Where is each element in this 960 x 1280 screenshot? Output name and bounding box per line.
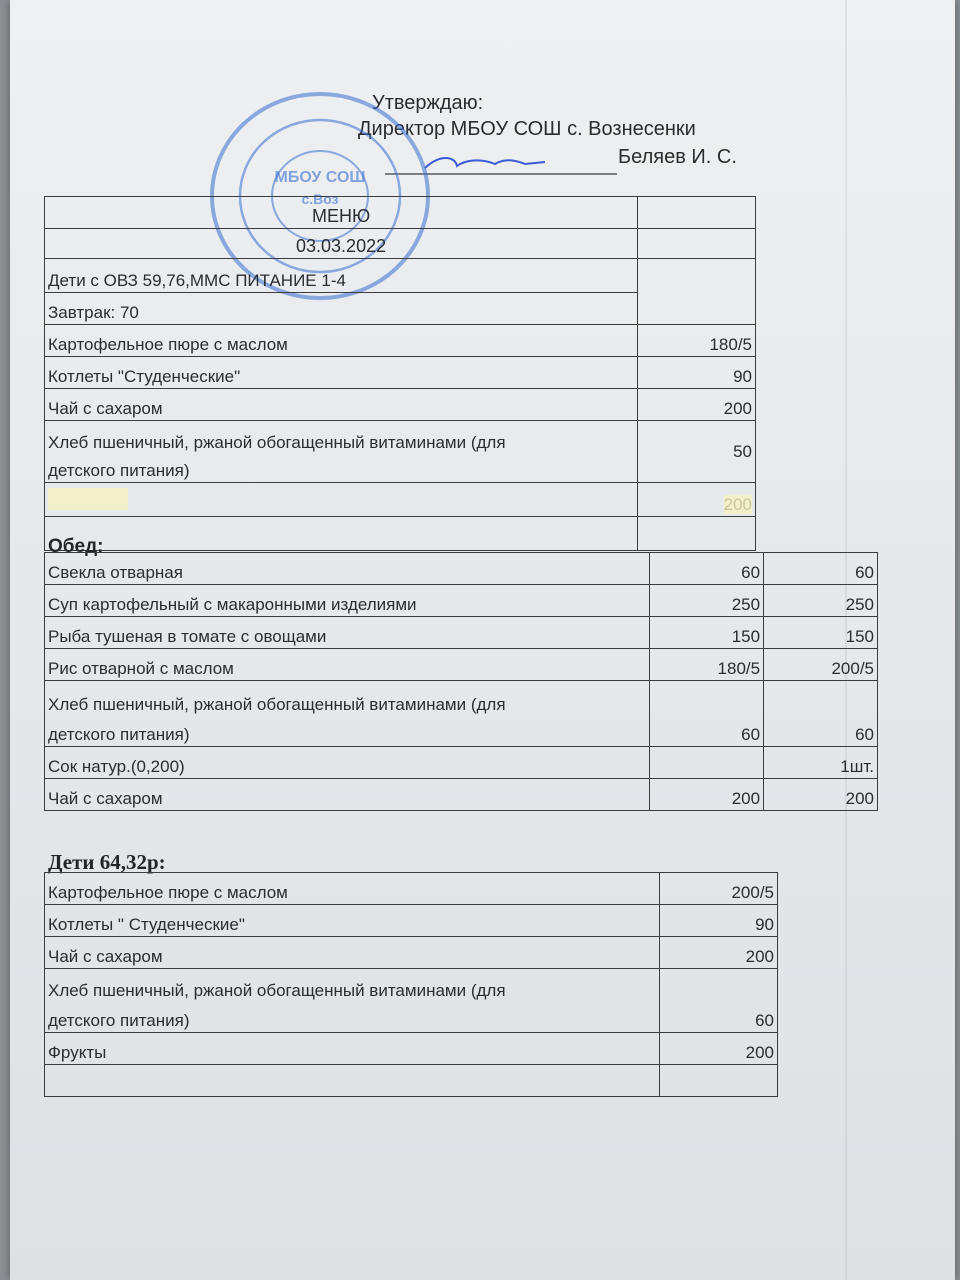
qty-cell: 150 <box>764 617 878 649</box>
table-row: Сок натур.(0,200) <box>45 747 650 779</box>
table-row: Котлеты " Студенческие" <box>45 905 660 937</box>
table-row: Рис отварной с маслом <box>45 649 650 681</box>
row-text-line-1: Хлеб пшеничный, ржаной обогащенный витаминами (для <box>48 433 506 452</box>
qty-cell: 180/5 <box>650 649 764 681</box>
table-row: Суп картофельный с макаронными изделиями <box>45 585 650 617</box>
qty-cell <box>650 747 764 779</box>
group-label: Дети с ОВЗ 59,76,ММС ПИТАНИЕ 1-4 <box>45 259 638 293</box>
row-text-line-2: детского питания) <box>48 461 190 480</box>
table-row: Фрукты <box>45 1033 660 1065</box>
qty-cell: 1шт. <box>764 747 878 779</box>
breakfast-table <box>44 196 756 551</box>
highlight-mark <box>48 488 128 510</box>
qty-cell: 50 <box>638 421 756 483</box>
qty-cell: 60 <box>660 969 778 1033</box>
qty-cell: 200 <box>638 389 756 421</box>
table-row: Свекла отварная <box>45 553 650 585</box>
breakfast-label: Завтрак: 70 <box>45 293 638 325</box>
qty-cell: 60 <box>764 553 878 585</box>
qty-cell: 90 <box>660 905 778 937</box>
menu-title: МЕНЮ <box>45 197 638 229</box>
table-row: Чай с сахаром <box>45 389 638 421</box>
qty-cell: 60 <box>650 553 764 585</box>
row-text-line-2: детского питания) <box>48 1011 190 1030</box>
table-row: Картофельное пюре с маслом <box>45 325 638 357</box>
table-row <box>45 681 650 747</box>
qty-cell: 250 <box>764 585 878 617</box>
row-text-line-1: Хлеб пшеничный, ржаной обогащенный витаминами (для <box>48 695 506 714</box>
approval-line-2: Директор МБОУ СОШ с. Вознесенки <box>358 118 696 140</box>
stamp-text: МБОУ СОШ <box>274 169 366 186</box>
children-table <box>44 872 778 1097</box>
lunch-title: Обед: <box>48 536 104 557</box>
children-title: Дети 64,32р: <box>48 850 166 874</box>
qty-cell: 200 <box>660 937 778 969</box>
lunch-table <box>44 552 878 811</box>
approval-line-3: Беляев И. С. <box>618 146 737 168</box>
qty-cell: 60 <box>650 681 764 747</box>
table-row <box>45 483 638 517</box>
qty-cell: 200 <box>638 483 756 517</box>
table-row: Чай с сахаром <box>45 779 650 811</box>
qty-cell: 150 <box>650 617 764 649</box>
qty-cell: 200 <box>650 779 764 811</box>
stamp-subtext: с.Воз <box>301 191 339 207</box>
table-row: Рыба тушеная в томате с овощами <box>45 617 650 649</box>
qty-cell: 200 <box>764 779 878 811</box>
menu-date: 03.03.2022 <box>45 229 638 259</box>
row-text-line-1: Хлеб пшеничный, ржаной обогащенный витаминами (для <box>48 981 506 1000</box>
qty-cell: 90 <box>638 357 756 389</box>
qty-cell: 200/5 <box>764 649 878 681</box>
row-text-line-2: детского питания) <box>48 725 190 744</box>
table-row: Чай с сахаром <box>45 937 660 969</box>
qty-cell: 250 <box>650 585 764 617</box>
qty-cell: 60 <box>764 681 878 747</box>
approval-line-1: Утверждаю: <box>372 92 484 114</box>
qty-cell: 180/5 <box>638 325 756 357</box>
qty-cell: 200 <box>660 1033 778 1065</box>
table-row: Котлеты "Студенческие" <box>45 357 638 389</box>
table-row: Картофельное пюре с маслом <box>45 873 660 905</box>
qty-cell: 200/5 <box>660 873 778 905</box>
table-row <box>45 969 660 1033</box>
table-row <box>45 421 638 483</box>
